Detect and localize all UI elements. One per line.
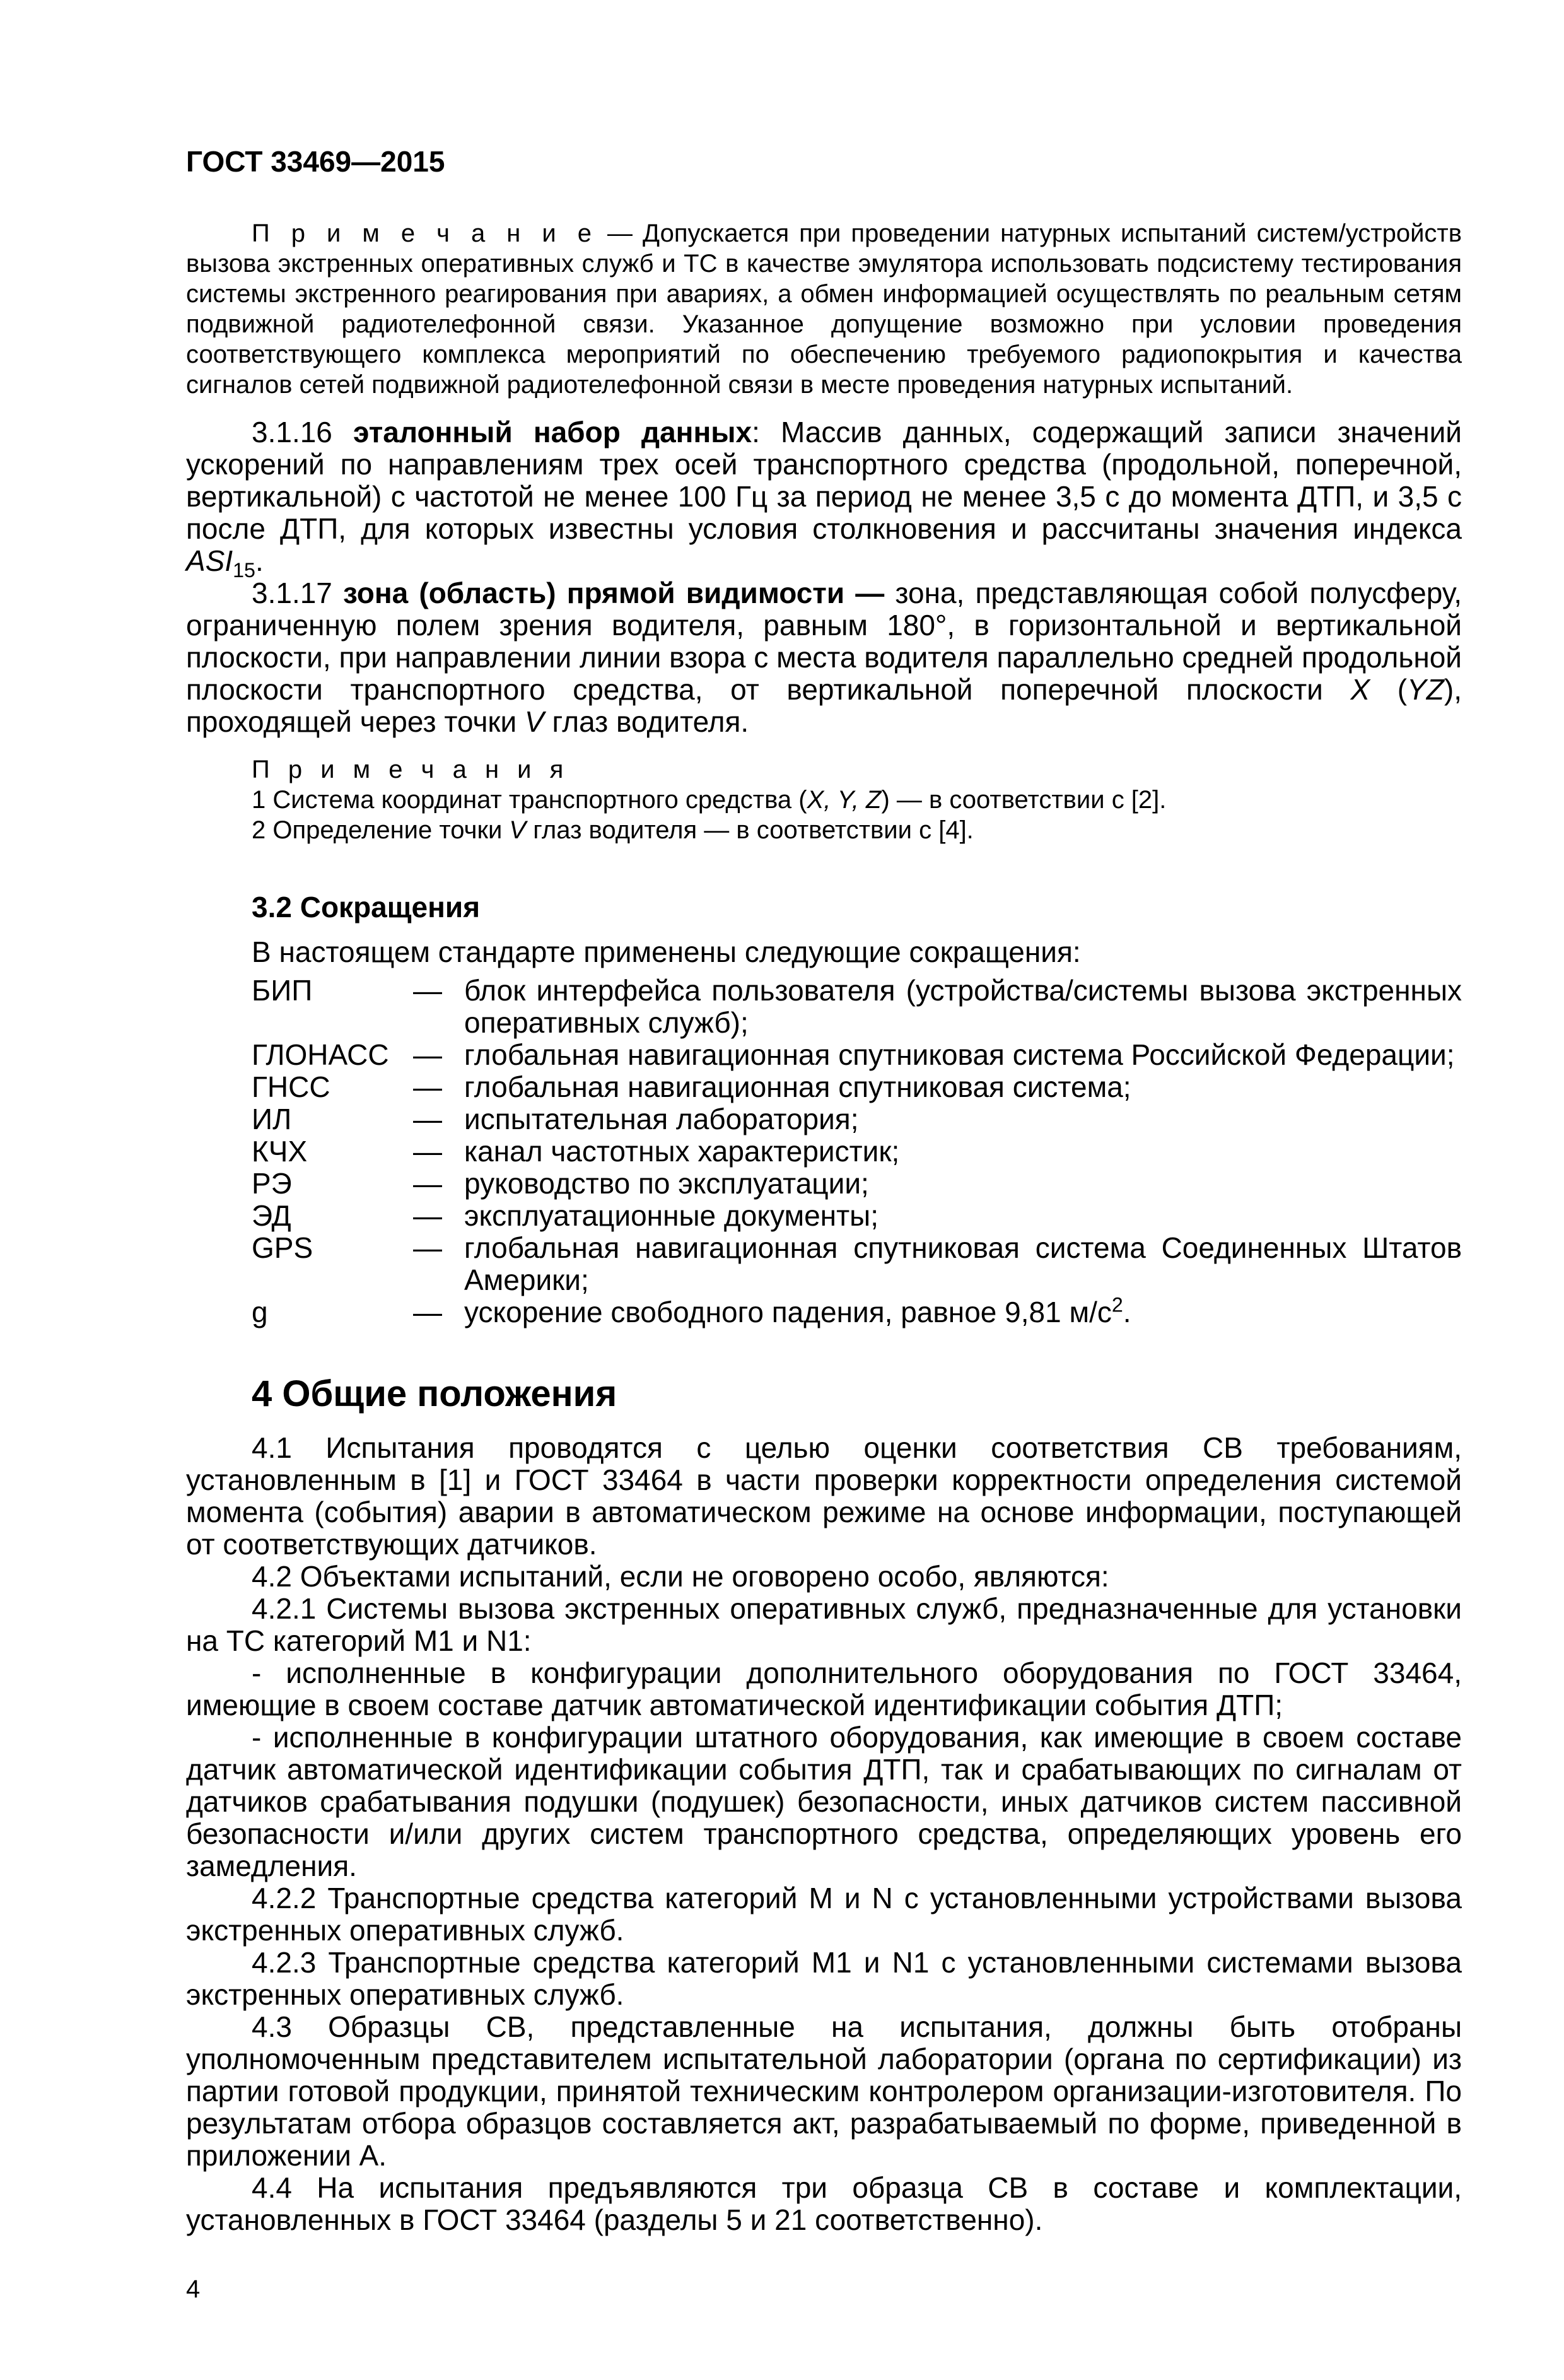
note-item-1: [186, 785, 1462, 815]
term: зона (область) прямой видимости —: [343, 577, 885, 609]
paragraph: 4.2.2 Транспортные средства категорий М и N с установленными устройствами вызова экстренных оперативных служб.: [186, 1882, 1462, 1947]
abbreviation-definition: [464, 1168, 1462, 1200]
notes-label: П р и м е ч а н и я: [252, 756, 569, 783]
definitions-block: [186, 416, 1462, 738]
dash: —: [413, 1135, 442, 1168]
paragraph: 4.3 Образцы СВ, представленные на испытания, должны быть отобраны уполномоченным представителем испытательной лаборатории (органа по сертификации) из партии готовой продукции, принятой техническим контролером организации-изготовителя. По результатам отбора образцов составляется акт, разрабатываемый по форме, приведенной в приложении А.: [186, 2010, 1462, 2172]
abbreviation-term: ГЛОНАСС: [252, 1038, 389, 1071]
abbreviation-definition: [464, 975, 1462, 1039]
abbreviation-row: [252, 1135, 1462, 1168]
abbreviation-term: РЭ: [252, 1167, 292, 1200]
superscript: 2: [1111, 1293, 1123, 1316]
abbreviation-definition: [464, 1135, 1462, 1168]
dash: —: [413, 1103, 442, 1135]
point-v: V: [525, 705, 544, 738]
note-paragraph: [186, 218, 1462, 400]
note-item-2: [186, 815, 1462, 845]
abbreviation-term: ГНСС: [252, 1070, 330, 1103]
definition-text: ), проходящей через точки: [186, 673, 1462, 738]
paragraph: 4.1 Испытания проводятся с целью оценки соответствия СВ требованиям, установленным в [1] и ГОСТ 33464 в части проверки корректности определения системой момента (события) аварии в автоматическом режиме на основе информации, поступающей от соответствующих датчиков.: [186, 1431, 1462, 1561]
clause-number: 3.1.17: [252, 577, 344, 609]
abbreviation-definition: [464, 1071, 1462, 1103]
note-text: 1 Система координат транспортного средства (: [252, 786, 807, 814]
abbreviation-row: [252, 1200, 1462, 1232]
dash: —: [413, 1070, 442, 1103]
section-heading-4: 4 Общие положения: [252, 1373, 617, 1414]
axes: X, Y, Z: [807, 786, 882, 814]
definition-text: руководство по эксплуатации;: [464, 1167, 869, 1200]
definition-3-1-17: [186, 577, 1462, 738]
paragraph: 4.2.3 Транспортные средства категорий М1 и N1 с установленными системами вызова экстренных оперативных служб.: [186, 1946, 1462, 2011]
abbreviations-list: [186, 975, 1462, 1328]
plane-yz: YZ: [1407, 673, 1444, 706]
definition-text: ускорение свободного падения, равное 9,81 м/с: [464, 1296, 1112, 1328]
abbreviation-definition: [464, 1039, 1462, 1071]
abbreviation-row: [252, 1293, 1462, 1328]
abbreviation-row: [252, 1168, 1462, 1200]
dash: —: [413, 1199, 442, 1232]
dash: —: [413, 1296, 442, 1328]
note-text: — Допускается при проведении натурных испытаний систем/устройств вызова экстренных оперативных служб и ТС в качестве эмулятора использовать подсистему тестирования системы экстренного реагирования при авариях, а обмен информацией осуществлять по реальным сетям подвижной радиотелефонной связи. Указанное допущение возможно при условии проведения соответствующего комплекса мероприятий по обеспечению требуемого радиопокрытия и качества сигналов сетей подвижной радиотелефонной связи в месте проведения натурных испытаний.: [186, 220, 1462, 399]
definition-text: глобальная навигационная спутниковая система Соединенных Штатов Америки;: [464, 1231, 1462, 1296]
paragraph: - исполненные в конфигурации дополнительного оборудования по ГОСТ 33464, имеющие в своем составе датчик автоматической идентификации события ДТП;: [186, 1656, 1462, 1721]
abbreviation-definition: [464, 1293, 1462, 1328]
abbreviation-term: ИЛ: [252, 1103, 292, 1135]
clause-number: 3.1.16: [252, 416, 353, 448]
dash: —: [413, 1167, 442, 1200]
note-text: ) — в соответствии с [2].: [881, 786, 1167, 814]
term: эталонный набор данных: [353, 416, 752, 448]
definition-text: эксплуатационные документы;: [464, 1199, 878, 1232]
punctuation: .: [1123, 1296, 1131, 1328]
definition-text: глаз водителя.: [544, 705, 749, 738]
paragraph: 4.2 Объектами испытаний, если не оговорено особо, являются:: [252, 1560, 1109, 1593]
abbreviation-definition: [464, 1103, 1462, 1135]
axis-x: X: [1350, 673, 1370, 706]
abbreviation-term: БИП: [252, 974, 313, 1007]
definition-text: глобальная навигационная спутниковая система Российской Федерации;: [464, 1038, 1455, 1071]
definition-text: : Массив данных, содержащий записи значений ускорений по направлениям трех осей транспортного средства (продольной, поперечной, вертикальной) с частотой не менее 100 Гц за период не менее 3,5 с до момента ДТП, и 3,5 с после ДТП, для которых известны условия столкновения и рассчитаны значения индекса: [186, 416, 1462, 545]
abbreviation-definition: [464, 1232, 1462, 1296]
point-v: V: [509, 816, 527, 844]
note-label: П р и м е ч а н и е: [252, 220, 598, 247]
definition-text: глобальная навигационная спутниковая система;: [464, 1070, 1131, 1103]
note-text: глаз водителя — в соответствии с [4].: [526, 816, 974, 844]
document-header: ГОСТ 33469—2015: [186, 145, 445, 178]
abbreviation-term: КЧХ: [252, 1135, 308, 1168]
definition-text: испытательная лаборатория;: [464, 1103, 859, 1135]
abbreviation-term: GPS: [252, 1231, 313, 1264]
definition-text: блок интерфейса пользователя (устройства/системы вызова экстренных оперативных служб);: [464, 974, 1462, 1039]
paragraph: 4.2.1 Системы вызова экстренных оперативных служб, предназначенные для установки на ТС категорий М1 и N1:: [186, 1592, 1462, 1657]
abbreviation-term: g: [252, 1296, 268, 1328]
dash: —: [413, 1231, 442, 1264]
abbreviation-row: [252, 975, 1462, 1039]
abbreviations-intro: В настоящем стандарте применены следующие сокращения:: [252, 935, 1081, 968]
dash: —: [413, 974, 442, 1007]
page-number: 4: [186, 2275, 201, 2303]
definition-text: канал частотных характеристик;: [464, 1135, 900, 1168]
note-text: 2 Определение точки: [252, 816, 510, 844]
paragraph: - исполненные в конфигурации штатного оборудования, как имеющие в своем составе датчик автоматической идентификации события ДТП, так и срабатывающих по сигналам от датчиков срабатывания подушки (подушек) безопасности, иных датчиков систем пассивной безопасности и/или других систем транспортного средства, определяющих уровень его замедления.: [186, 1721, 1462, 1882]
section-4-body: [186, 1432, 1462, 2236]
punctuation: (: [1370, 673, 1408, 706]
abbreviation-row: [252, 1071, 1462, 1103]
abbreviation-definition: [464, 1200, 1462, 1232]
asi-subscript: 15: [233, 559, 255, 582]
paragraph: 4.4 На испытания предъявляются три образца СВ в составе и комплектации, установленных в ГОСТ 33464 (разделы 5 и 21 соответственно).: [186, 2171, 1462, 2236]
abbreviation-row: [252, 1039, 1462, 1071]
abbreviation-term: ЭД: [252, 1199, 291, 1232]
abbreviation-row: [252, 1103, 1462, 1135]
dash: —: [413, 1038, 442, 1071]
punctuation: .: [255, 544, 264, 577]
abbreviation-row: [252, 1232, 1462, 1296]
section-heading-3-2: 3.2 Сокращения: [252, 891, 481, 923]
notes-block: [186, 754, 1462, 845]
definition-3-1-16: [186, 416, 1462, 582]
asi-symbol: ASI: [186, 544, 233, 577]
definition-text: зона, представляющая собой полусферу, ограниченную полем зрения водителя, равным 180°, в горизонтальной и вертикальной плоскости, при направлении линии взора с места водителя параллельно средней продольной плоскости транспортного средства, от вертикальной поперечной плоскости: [186, 577, 1462, 706]
